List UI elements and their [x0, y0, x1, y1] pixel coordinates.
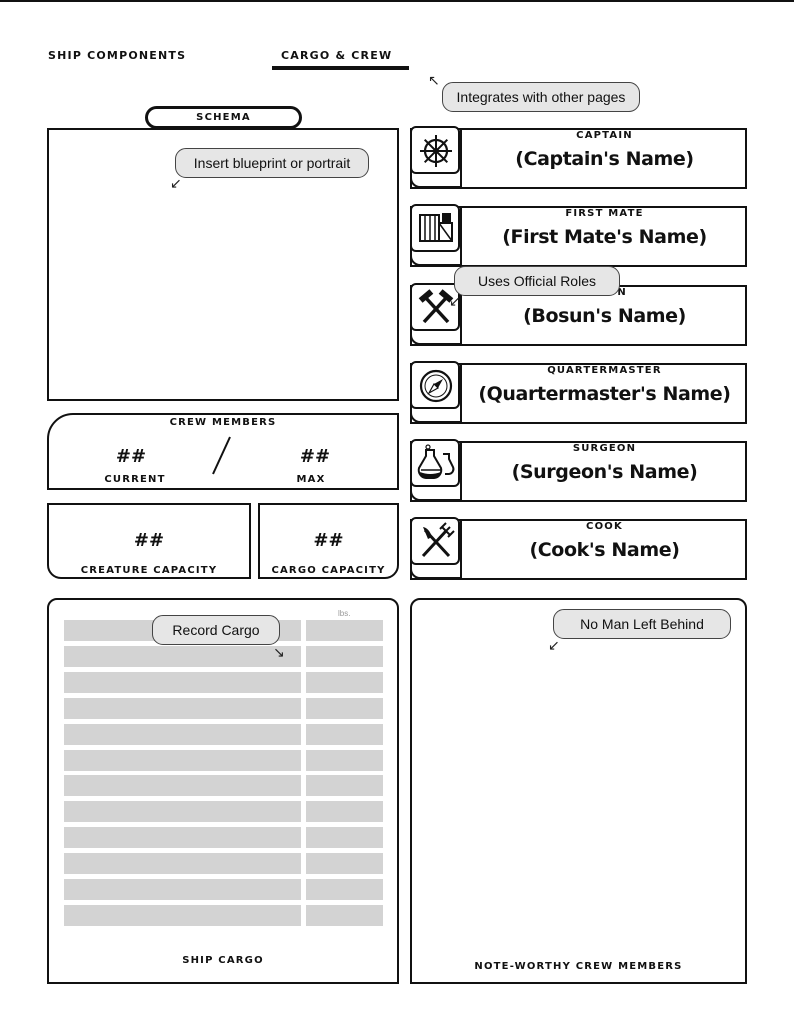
role-title: N [617, 287, 627, 298]
callout-official-roles: Uses Official Roles [454, 266, 620, 296]
callout-arrow-down-right-icon: ↘ [273, 645, 285, 661]
callout-blueprint: Insert blueprint or portrait [175, 148, 369, 178]
crew-max-label: MAX [296, 474, 326, 485]
role-icon-frame [410, 204, 460, 252]
role-name[interactable]: (Cook's Name) [529, 539, 680, 561]
crates-icon [416, 209, 456, 249]
crew-current-value[interactable]: ## [115, 446, 147, 467]
role-name[interactable]: (First Mate's Name) [502, 226, 707, 248]
callout-arrow-down-left-icon: ↙ [170, 176, 182, 192]
role-title: CAPTAIN [576, 130, 633, 141]
tab-ship-components[interactable]: SHIP COMPONENTS [48, 49, 187, 62]
compass-icon [416, 366, 456, 406]
role-name[interactable]: (Surgeon's Name) [511, 461, 698, 483]
role-name[interactable]: (Quartermaster's Name) [478, 383, 731, 405]
callout-arrow-down-left-icon: ↙ [449, 294, 461, 310]
role-title: FIRST MATE [565, 208, 644, 219]
cargo-unit-header: lbs. [338, 609, 351, 618]
ship-wheel-icon [416, 131, 456, 171]
callout-record-cargo: Record Cargo [152, 615, 280, 645]
role-icon-frame [410, 439, 460, 487]
callout-no-man-left: No Man Left Behind [553, 609, 731, 639]
cargo-capacity-value[interactable]: ## [313, 530, 344, 551]
crew-current-label: CURRENT [104, 474, 166, 485]
role-name[interactable]: (Captain's Name) [515, 148, 694, 170]
cargo-capacity-label: CARGO CAPACITY [271, 565, 386, 576]
creature-capacity-value[interactable]: ## [133, 530, 165, 551]
crew-members-title: CREW MEMBERS [169, 417, 277, 428]
tab-cargo-crew[interactable]: CARGO & CREW [281, 49, 393, 62]
schema-label: SCHEMA [145, 106, 302, 129]
role-title: COOK [586, 521, 623, 532]
creature-capacity-label: CREATURE CAPACITY [80, 565, 218, 576]
role-name[interactable]: (Bosun's Name) [523, 305, 686, 327]
fork-knife-icon [416, 522, 456, 562]
ship-cargo-title: SHIP CARGO [182, 955, 264, 966]
noteworthy-crew-title: NOTE-WORTHY CREW MEMBERS [474, 961, 683, 972]
crew-max-value[interactable]: ## [299, 446, 331, 467]
role-title: QUARTERMASTER [547, 365, 662, 376]
callout-arrow-down-left-icon: ↙ [548, 638, 560, 654]
role-icon-frame [410, 361, 460, 409]
callout-integrates: Integrates with other pages [442, 82, 640, 112]
callout-arrow-up-left-icon: ↖ [428, 73, 440, 89]
role-icon-frame [410, 126, 460, 174]
potion-bottles-icon [416, 444, 456, 484]
role-icon-frame [410, 517, 460, 565]
role-title: SURGEON [572, 443, 637, 454]
